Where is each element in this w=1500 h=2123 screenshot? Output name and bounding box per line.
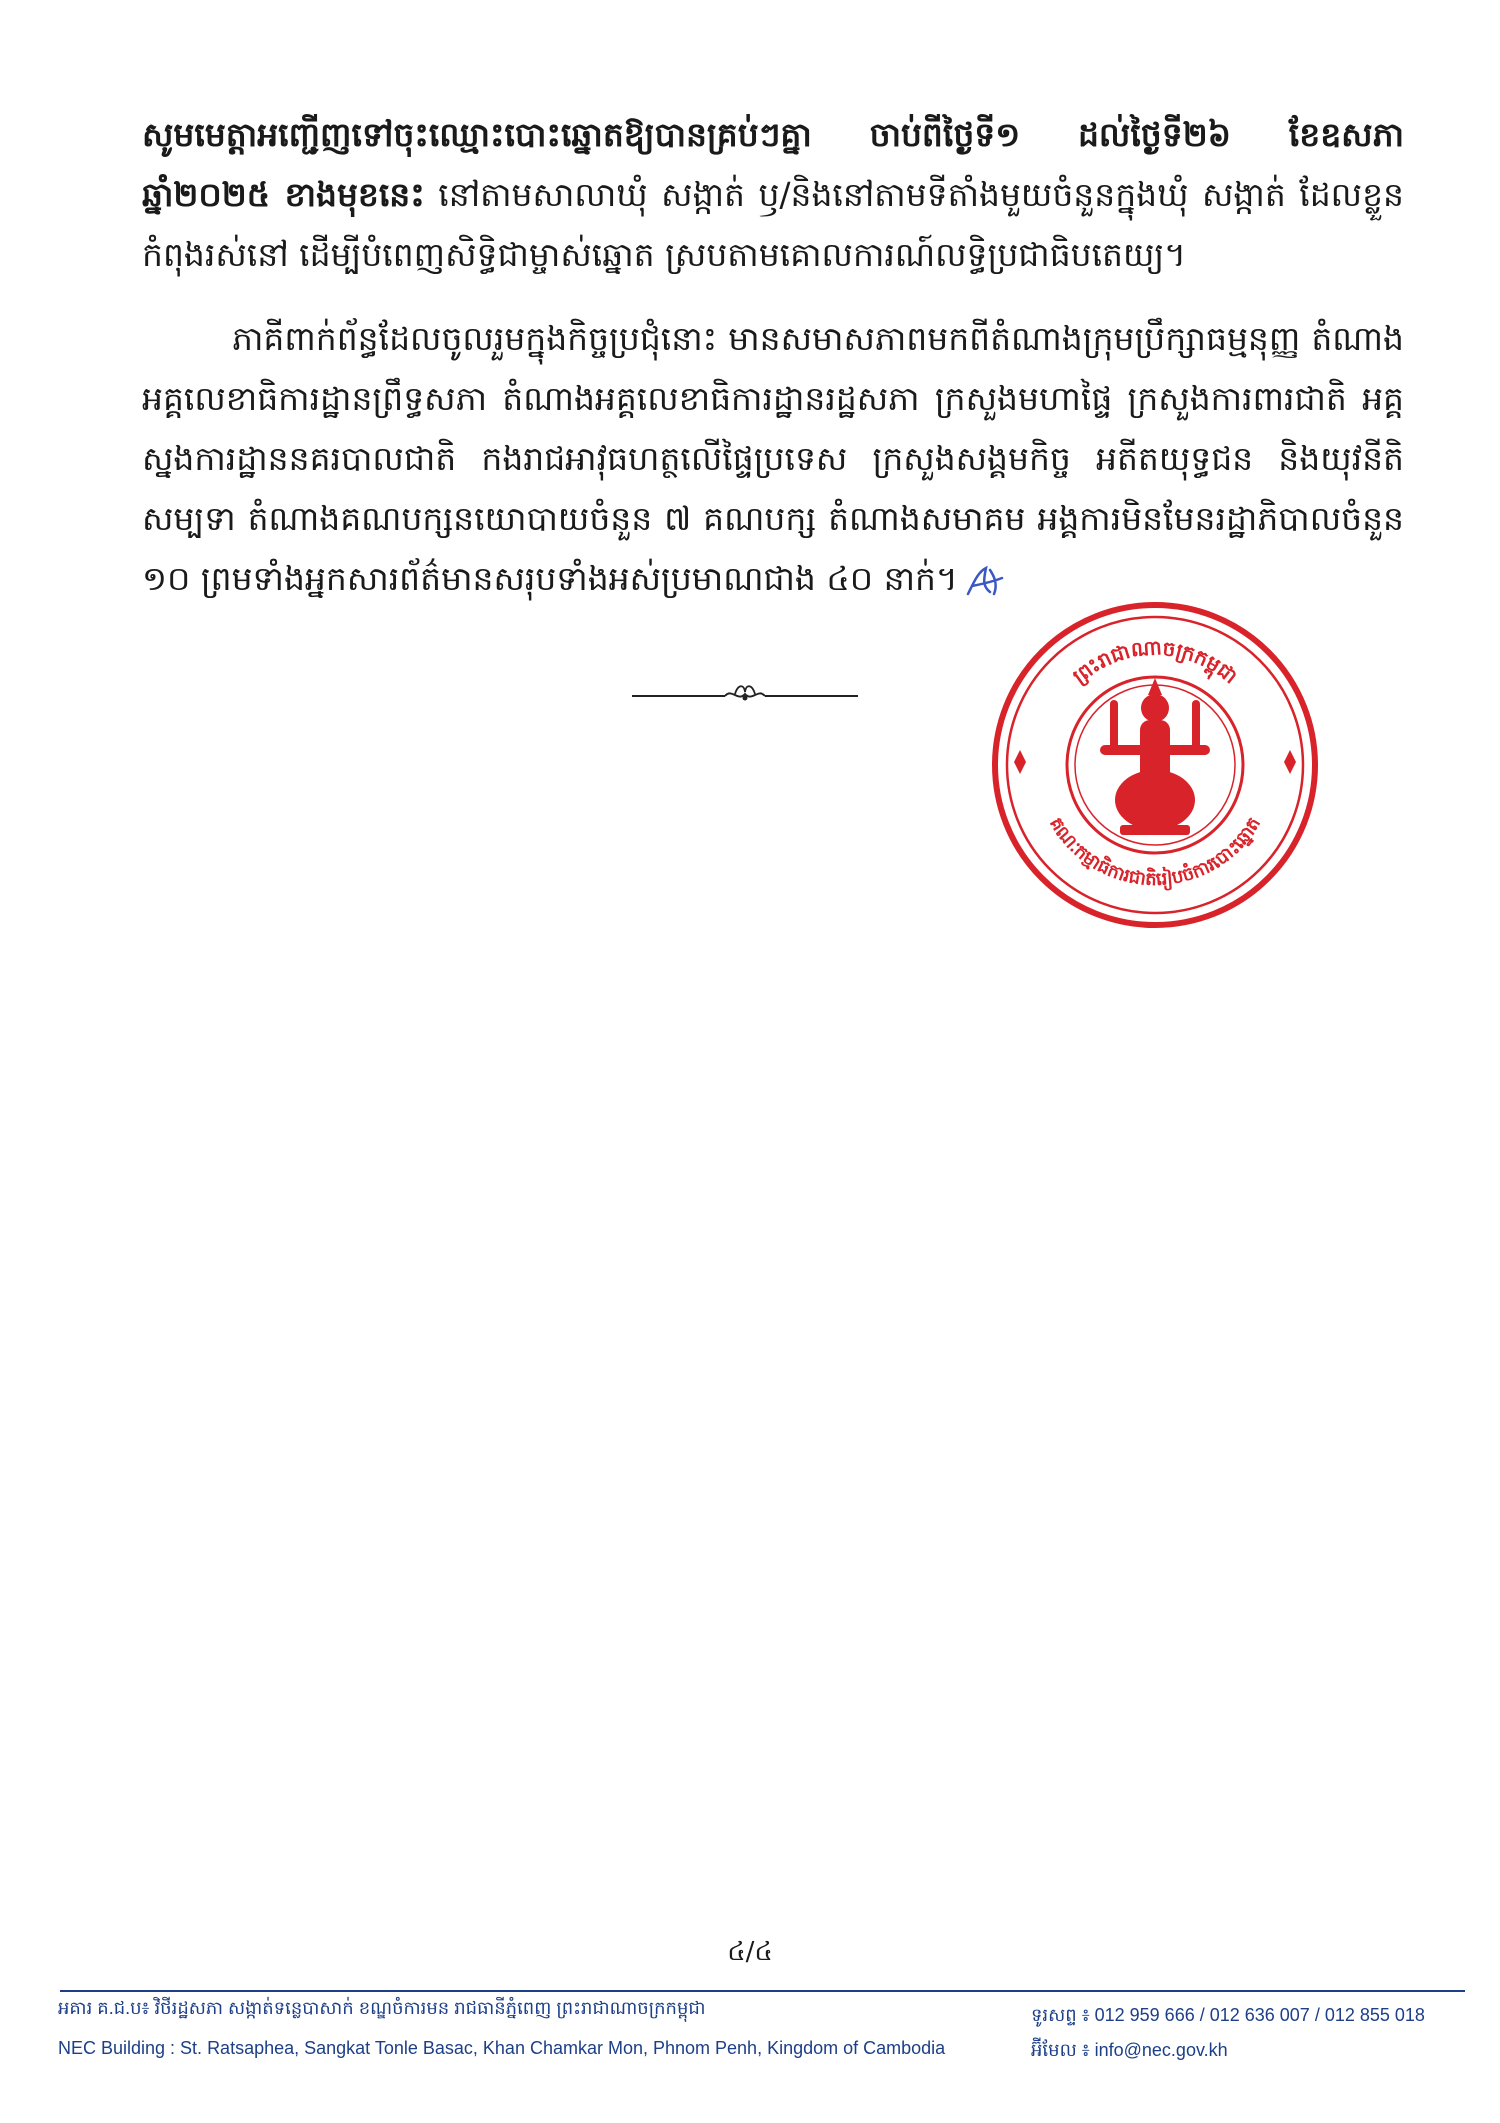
paragraph-participants [142, 309, 1404, 609]
divider-ornament [630, 670, 860, 720]
footer-address-kh: អគារ គ.ជ.ប៖ វិថីរដ្ឋសភា សង្កាត់ទន្លេបាសាក់ ខណ្ឌចំការមន រាជធានីភ្នំពេញ ព្រះរាជាណាចក្រកម្ពុជា [58, 1998, 706, 2018]
svg-text:គណៈកម្មាធិការជាតិរៀបចំការបោះឆ្: គណៈកម្មាធិការជាតិរៀបចំការបោះឆ្នោត [1045, 813, 1265, 891]
footer-divider [60, 1990, 1465, 1992]
paragraph-participants-text: ភាគីពាក់ព័ន្ធដែលចូលរួមក្នុងកិច្ចប្រជុំនោះ មានសមាសភាពមកពីតំណាងក្រុមប្រឹក្សាធម្មនុញ្ញ តំណាងអគ្គលេខាធិការដ្ឋានព្រឹទ្ធសភា តំណាងអគ្គលេខាធិការដ្ឋានរដ្ឋសភា ក្រសួងមហាផ្ទៃ ក្រសួងការពារជាតិ អគ្គស្នងការដ្ឋាននគរបាលជាតិ កងរាជអាវុធហត្ថលើផ្ទៃប្រទេស ក្រសួងសង្គមកិច្ច អតីតយុទ្ធជន និងយុវនីតិសម្បទា តំណាងគណបក្សនយោបាយចំនួន ៧ គណបក្ស តំណាងសមាគម អង្គការមិនមែនរដ្ឋាភិបាលចំនួន ១០ ព្រមទាំងអ្នកសារព័ត៌មានសរុបទាំងអស់ប្រមាណជាង ៤០ នាក់។ [142, 319, 1404, 598]
page-number: ៤/៤ [727, 1937, 773, 1967]
footer-email: អ៊ីមែល ៖ info@nec.gov.kh [1031, 2040, 1228, 2060]
svg-text:ព្រះរាជាណាចក្រកម្ពុជា: ព្រះរាជាណាចក្រកម្ពុជា [1068, 635, 1243, 689]
footer-address-en: NEC Building : St. Ratsaphea, Sangkat Tonle Basac, Khan Chamkar Mon, Phnom Penh, Kingdom of Cambodia [58, 2038, 946, 2058]
paragraph-registration [142, 105, 1404, 285]
footer-phone: ទូរសព្ទ ៖ 012 959 666 / 012 636 007 / 012 855 018 [1031, 2005, 1425, 2025]
paragraph-registration-rest: នៅតាមសាលាឃុំ សង្កាត់ ឫ/និងនៅតាមទីតាំងមួយចំនួនក្នុងឃុំ សង្កាត់ ដែលខ្លួនកំពុងរស់នៅ ដើម្បីបំពេញសិទ្ធិជាម្ចាស់ឆ្នោត ស្របតាមគោលការណ៍លទ្ធិប្រជាធិបតេយ្យ។ [142, 175, 1404, 274]
handwritten-initials [964, 564, 1006, 598]
official-seal [990, 600, 1320, 930]
paragraph-registration-bold: សូមមេត្តាអញ្ជើញទៅចុះឈ្មោះបោះឆ្នោតឱ្យបានគ្រប់ៗគ្នា ចាប់ពីថ្ងៃទី១ ដល់ថ្ងៃទី២៦ ខែឧសភា ឆ្នាំ២០២៥ ខាងមុខនេះ [142, 115, 1404, 214]
